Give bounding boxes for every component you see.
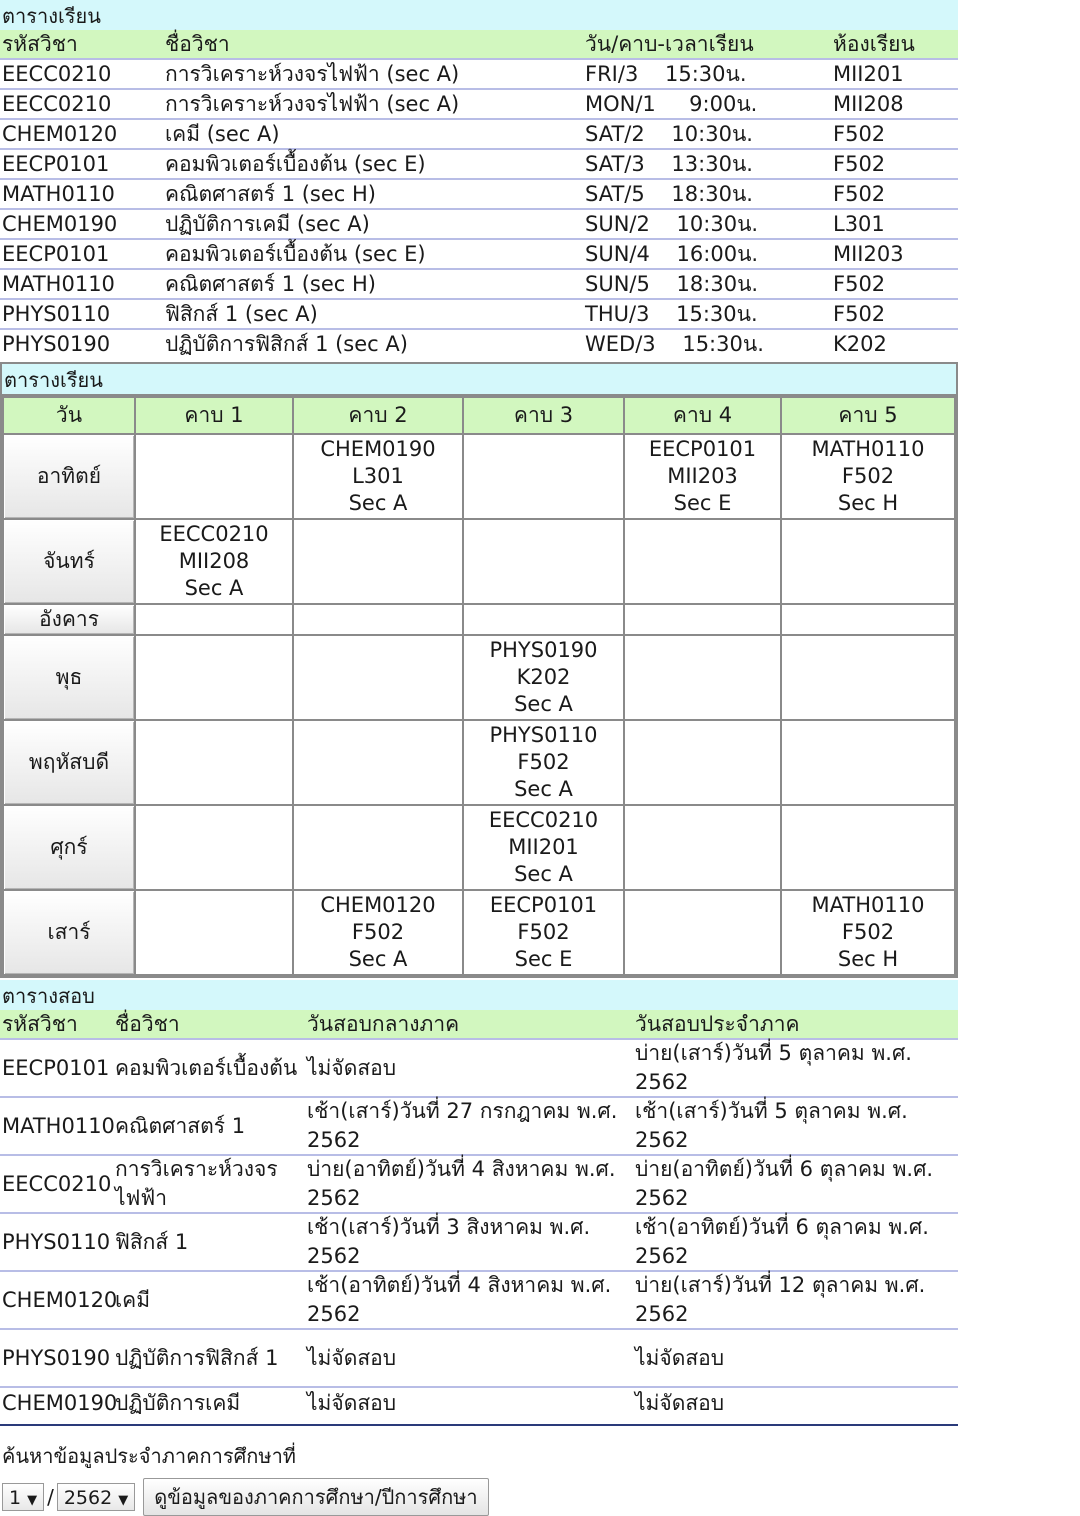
slot-course-code: EECC0210 [159,522,269,546]
slot-course-code: CHEM0120 [320,893,436,917]
class-slot [463,635,624,720]
header-period-3: คาบ 3 [463,397,624,434]
course-name: คอมพิวเตอร์เบื้องต้น (sec E) [165,152,426,176]
course-code: CHEM0190 [2,212,118,236]
exam-name: คอมพิวเตอร์เบื้องต้น [115,1055,298,1080]
empty-slot [135,890,293,975]
exam-midterm: ไม่จัดสอบ [307,1390,397,1415]
class-slot [463,720,624,805]
slot-room: F502 [351,920,405,944]
empty-slot [293,805,463,890]
exam-row [0,1156,958,1214]
empty-slot [624,805,781,890]
exam-code: EECC0210 [2,1171,112,1196]
slot-course-code: PHYS0190 [489,638,598,662]
course-name: คณิตศาสตร์ 1 (sec H) [165,182,376,206]
exam-list [0,1040,958,1418]
course-row [0,60,958,90]
course-code: PHYS0190 [2,332,111,356]
chevron-down-icon: ▼ [27,1493,38,1508]
course-time: WED/3 15:30น. [585,332,764,356]
timetable-header-row [3,397,955,434]
timetable-grid [2,396,956,976]
course-code: CHEM0120 [2,122,118,146]
empty-slot [135,434,293,519]
exam-title: ตารางสอบ [0,980,958,1010]
exam-final: บ่าย(เสาร์)วันที่ 12 ตุลาคม พ.ศ. 2562 [635,1273,926,1326]
course-name: เคมี (sec A) [165,122,280,146]
slot-course-code: MATH0110 [811,893,925,917]
exam-final: เช้า(อาทิตย์)วันที่ 6 ตุลาคม พ.ศ. 2562 [635,1215,929,1268]
slot-section: Sec A [348,947,408,971]
class-slot [293,890,463,975]
day-label: เสาร์ [3,890,135,975]
exam-name: การวิเคราะห์วงจรไฟฟ้า [115,1157,278,1210]
class-slot [135,519,293,604]
slot-section: Sec A [514,777,573,801]
empty-slot [293,635,463,720]
course-code: EECP0101 [2,242,110,266]
course-row [0,120,958,150]
exam-final: เช้า(เสาร์)วันที่ 5 ตุลาคม พ.ศ. 2562 [635,1099,908,1152]
course-time: SAT/2 10:30น. [585,122,753,146]
empty-slot [293,720,463,805]
exam-name: เคมี [115,1287,151,1312]
empty-slot [624,635,781,720]
course-code: EECC0210 [2,92,112,116]
course-row [0,180,958,210]
slot-course-code: EECC0210 [488,808,599,832]
empty-slot [135,604,293,635]
empty-slot [624,604,781,635]
class-slot [463,805,624,890]
slot-section: Sec A [184,576,244,600]
day-label: จันทร์ [3,519,135,604]
course-room: F502 [833,152,886,176]
slot-section: Sec E [514,947,573,971]
course-time: FRI/3 15:30น. [585,62,747,86]
header-day: วัน [3,397,135,434]
search-controls [0,1478,958,1516]
course-name: คณิตศาสตร์ 1 (sec H) [165,272,376,296]
separator: / [47,1485,54,1509]
course-row [0,150,958,180]
course-room: MII203 [833,242,904,266]
empty-slot [624,720,781,805]
exam-row [0,1040,958,1098]
semester-select[interactable] [2,1483,44,1511]
slot-room: MII203 [667,464,738,488]
empty-slot [135,635,293,720]
exam-code: PHYS0190 [2,1345,111,1370]
course-room: MII208 [833,92,904,116]
course-row [0,90,958,120]
empty-slot [293,604,463,635]
header-code: รหัสวิชา [2,32,78,56]
exam-row [0,1098,958,1156]
class-slot [781,890,955,975]
exam-row [0,1388,958,1418]
class-slot [624,434,781,519]
class-slot [463,890,624,975]
exam-midterm: บ่าย(อาทิตย์)วันที่ 4 สิงหาคม พ.ศ. 2562 [307,1157,616,1210]
exam-midterm: ไม่จัดสอบ [307,1345,397,1370]
timetable-row [3,604,955,635]
course-name: การวิเคราะห์วงจรไฟฟ้า (sec A) [165,62,460,86]
empty-slot [781,720,955,805]
class-slot [293,434,463,519]
timetable-row [3,805,955,890]
exam-header-code: รหัสวิชา [2,1011,78,1036]
exam-name: ฟิสิกส์ 1 [115,1229,189,1254]
empty-slot [781,635,955,720]
exam-final: ไม่จัดสอบ [635,1390,725,1415]
slot-room: F502 [841,920,895,944]
header-room: ห้องเรียน [833,32,915,56]
timetable-row [3,434,955,519]
header-period-5: คาบ 5 [781,397,955,434]
exam-midterm: ไม่จัดสอบ [307,1055,397,1080]
empty-slot [463,434,624,519]
slot-room: MII201 [508,835,579,859]
bottom-divider [0,1424,958,1426]
exam-header [0,1010,958,1040]
empty-slot [624,519,781,604]
exam-name: ปฏิบัติการเคมี [115,1390,241,1415]
exam-row [0,1272,958,1330]
empty-slot [624,890,781,975]
course-time: THU/3 15:30น. [585,302,758,326]
empty-slot [135,805,293,890]
slot-course-code: MATH0110 [811,437,925,461]
course-time: SAT/3 13:30น. [585,152,753,176]
timetable-title: ตารางเรียน [2,364,956,396]
header-period-2: คาบ 2 [293,397,463,434]
day-label: พุธ [3,635,135,720]
view-semester-button[interactable]: ดูข้อมูลของภาคการศึกษา/ปีการศึกษา [143,1478,488,1516]
empty-slot [781,604,955,635]
empty-slot [135,720,293,805]
header-time: วัน/คาบ-เวลาเรียน [585,32,754,56]
timetable-row [3,635,955,720]
exam-code: EECP0101 [2,1055,110,1080]
exam-row [0,1330,958,1388]
slot-section: Sec A [348,491,408,515]
search-label: ค้นหาข้อมูลประจำภาคการศึกษาที่ [2,1444,296,1468]
exam-midterm: เช้า(อาทิตย์)วันที่ 4 สิงหาคม พ.ศ. 2562 [307,1273,612,1326]
course-name: การวิเคราะห์วงจรไฟฟ้า (sec A) [165,92,460,116]
exam-header-midterm: วันสอบกลางภาค [307,1011,460,1036]
year-value: 2562 [63,1487,113,1509]
exam-final: ไม่จัดสอบ [635,1345,725,1370]
course-name: ปฏิบัติการฟิสิกส์ 1 (sec A) [165,332,408,356]
empty-slot [781,805,955,890]
course-room: K202 [833,332,887,356]
exam-name: ปฏิบัติการฟิสิกส์ 1 [115,1345,279,1370]
course-row [0,210,958,240]
course-list [0,60,958,360]
course-room: MII201 [833,62,904,86]
exam-code: MATH0110 [2,1113,115,1138]
empty-slot [781,519,955,604]
day-label: ศุกร์ [3,805,135,890]
course-list-title: ตารางเรียน [0,0,958,30]
course-code: PHYS0110 [2,302,111,326]
slot-room: F502 [517,750,570,774]
course-room: F502 [833,182,886,206]
header-period-4: คาบ 4 [624,397,781,434]
exam-code: CHEM0120 [2,1287,118,1312]
slot-section: Sec H [837,947,899,971]
exam-row [0,1214,958,1272]
exam-code: CHEM0190 [2,1390,118,1415]
exam-header-name: ชื่อวิชา [115,1011,180,1036]
semester-value: 1 [9,1487,22,1509]
course-code: EECP0101 [2,152,110,176]
course-code: MATH0110 [2,272,115,296]
course-time: MON/1 9:00น. [585,92,758,116]
timetable-row [3,519,955,604]
header-name: ชื่อวิชา [165,32,230,56]
course-list-header [0,30,958,60]
empty-slot [463,519,624,604]
slot-room: F502 [517,920,570,944]
slot-course-code: CHEM0190 [320,437,436,461]
header-period-1: คาบ 1 [135,397,293,434]
day-label: อาทิตย์ [3,434,135,519]
empty-slot [463,604,624,635]
course-name: คอมพิวเตอร์เบื้องต้น (sec E) [165,242,426,266]
exam-midterm: เช้า(เสาร์)วันที่ 27 กรกฎาคม พ.ศ. 2562 [307,1099,618,1152]
exam-header-final: วันสอบประจำภาค [635,1011,800,1036]
slot-room: K202 [516,665,571,689]
course-room: F502 [833,302,886,326]
exam-final: บ่าย(อาทิตย์)วันที่ 6 ตุลาคม พ.ศ. 2562 [635,1157,934,1210]
chevron-down-icon: ▼ [118,1493,129,1508]
slot-section: Sec E [673,491,732,515]
slot-course-code: EECP0101 [489,893,598,917]
exam-final: บ่าย(เสาร์)วันที่ 5 ตุลาคม พ.ศ. 2562 [635,1041,912,1094]
course-row [0,270,958,300]
course-time: SUN/2 10:30น. [585,212,759,236]
timetable-row [3,890,955,975]
course-code: EECC0210 [2,62,112,86]
timetable-row [3,720,955,805]
slot-room: L301 [352,464,404,488]
course-name: ฟิสิกส์ 1 (sec A) [165,302,318,326]
course-row [0,240,958,270]
course-time: SUN/5 18:30น. [585,272,759,296]
slot-course-code: PHYS0110 [489,723,598,747]
course-room: F502 [833,272,886,296]
exam-midterm: เช้า(เสาร์)วันที่ 3 สิงหาคม พ.ศ. 2562 [307,1215,591,1268]
year-select[interactable] [57,1483,135,1511]
timetable [0,362,958,978]
slot-room: F502 [841,464,895,488]
course-room: F502 [833,122,886,146]
class-slot [781,434,955,519]
course-name: ปฏิบัติการเคมี (sec A) [165,212,370,236]
course-code: MATH0110 [2,182,115,206]
empty-slot [293,519,463,604]
day-label: พฤหัสบดี [3,720,135,805]
slot-room: MII208 [178,549,250,573]
day-label: อังคาร [3,604,135,635]
slot-course-code: EECP0101 [648,437,757,461]
exam-code: PHYS0110 [2,1229,111,1254]
course-row [0,300,958,330]
course-row [0,330,958,360]
slot-section: Sec A [514,862,573,886]
course-time: SAT/5 18:30น. [585,182,753,206]
course-time: SUN/4 16:00น. [585,242,759,266]
course-room: L301 [833,212,885,236]
slot-section: Sec A [514,692,573,716]
slot-section: Sec H [837,491,899,515]
exam-name: คณิตศาสตร์ 1 [115,1113,246,1138]
